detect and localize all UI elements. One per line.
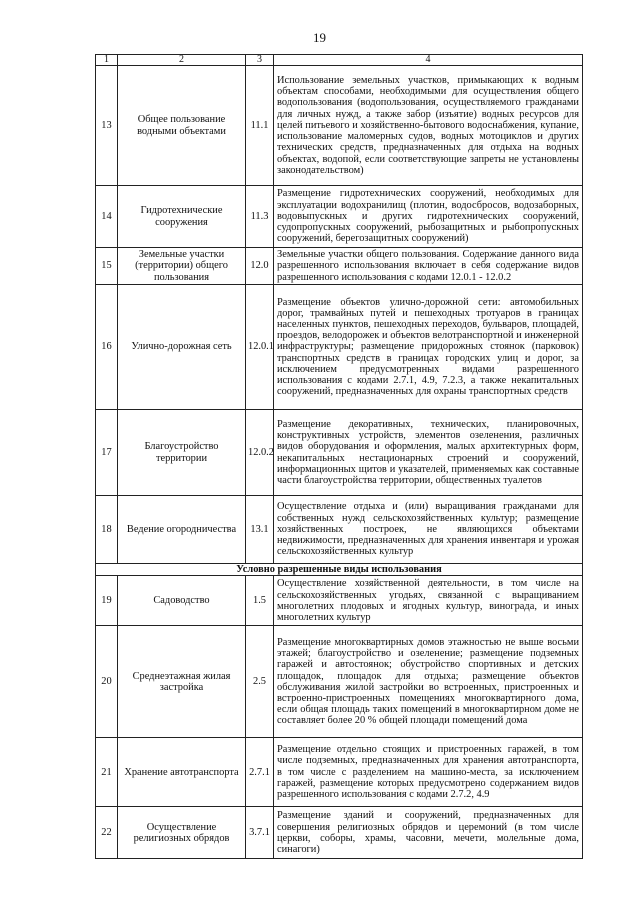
use-type-name: Осуществление религиозных обрядов: [118, 807, 246, 859]
use-type-code: 12.0.1: [246, 285, 274, 410]
use-type-name: Общее пользование водными объектами: [118, 66, 246, 186]
page-number: 19: [313, 30, 326, 45]
use-type-code: 2.7.1: [246, 738, 274, 807]
use-type-code: 2.5: [246, 626, 274, 738]
table-row: [96, 626, 583, 738]
table-row: [96, 576, 583, 626]
use-type-code: 13.1: [246, 496, 274, 564]
use-type-code: 3.7.1: [246, 807, 274, 859]
table-row: [96, 285, 583, 410]
table-row: [96, 738, 583, 807]
section-title: Условно разрешенные виды использования: [96, 564, 583, 576]
use-type-description: Размещение отдельно стоящих и пристроенных гаражей, в том числе подземных, предназначенных для хранения автотранспорта, в том числе с разделением на машино-места, за исключением гаражей, размещение которых предусмотрено содержанием видов разрешенного использования с кодами 2.7.2, 4.9: [274, 738, 583, 807]
row-number: 19: [96, 576, 118, 626]
use-type-description: Размещение зданий и сооружений, предназначенных для совершения религиозных обрядов и церемоний (в том числе церкви, соборы, храмы, часовни, мечети, молельные дома, синагоги): [274, 807, 583, 859]
header-cell: 2: [118, 55, 246, 66]
land-use-table: [95, 54, 583, 859]
table-row: [96, 248, 583, 285]
table-header-row: [96, 55, 583, 66]
use-type-code: 12.0.2: [246, 410, 274, 496]
use-type-name: Хранение автотранспорта: [118, 738, 246, 807]
use-type-description: Размещение многоквартирных домов этажностью не выше восьми этажей; благоустройство и озеленение; размещение подземных гаражей и автостоянок; обустройство спортивных и детских площадок, площадок для отдыха; размещение объектов обслуживания жилой застройки во встроенных, пристроенных и встроенно-пристроенных помещениях многоквартирного дома, если общая площадь таких помещений в многоквартирном доме не составляет более 20 % общей площади помещений дома: [274, 626, 583, 738]
table-row: [96, 186, 583, 248]
row-number: 20: [96, 626, 118, 738]
header-cell: 4: [274, 55, 583, 66]
use-type-name: Улично-дорожная сеть: [118, 285, 246, 410]
section-row: [96, 564, 583, 576]
use-type-name: Садоводство: [118, 576, 246, 626]
row-number: 13: [96, 66, 118, 186]
row-number: 15: [96, 248, 118, 285]
table-row: [96, 496, 583, 564]
row-number: 21: [96, 738, 118, 807]
use-type-description: Размещение гидротехнических сооружений, необходимых для эксплуатации водохранилищ (плотин, водосбросов, водозаборных, водовыпускных и других гидротехнических сооружений, судопропускных сооружений, рыбозащитных и рыбопропускных сооружений, берегозащитных сооружений): [274, 186, 583, 248]
use-type-description: Осуществление отдыха и (или) выращивания гражданами для собственных нужд сельскохозяйственных культур; размещение хозяйственных построек, не являющихся объектами недвижимости, предназначенных для хранения инвентаря и урожая сельскохозяйственных культур: [274, 496, 583, 564]
use-type-description: Размещение декоративных, технических, планировочных, конструктивных устройств, элементов озеленения, различных видов оборудования и оформления, малых архитектурных форм, некапитальных нестационарных строений и сооружений, информационных щитов и указателей, применяемых как составные части благоустройства территории, общественных туалетов: [274, 410, 583, 496]
header-cell: 1: [96, 55, 118, 66]
use-type-name: Среднеэтажная жилая застройка: [118, 626, 246, 738]
row-number: 17: [96, 410, 118, 496]
use-type-code: 11.3: [246, 186, 274, 248]
header-cell: 3: [246, 55, 274, 66]
use-type-description: Использование земельных участков, примыкающих к водным объектам способами, необходимыми для осуществления общего водопользования (водопользования, осуществляемого гражданами для личных нужд, а также забор (изъятие) водных ресурсов для целей питьевого и хозяйственно-бытового водоснабжения, купание, использование маломерных судов, водных мотоциклов и других технических средств, предназначенных для отдыха на водных объектах, водопой, если соответствующие запреты не установлены законодательством): [274, 66, 583, 186]
row-number: 22: [96, 807, 118, 859]
table-row: [96, 807, 583, 859]
use-type-description: Осуществление хозяйственной деятельности, в том числе на сельскохозяйственных угодьях, связанной с выращиванием многолетних плодовых и ягодных культур, винограда, и иных многолетних культур: [274, 576, 583, 626]
row-number: 14: [96, 186, 118, 248]
row-number: 18: [96, 496, 118, 564]
use-type-code: 11.1: [246, 66, 274, 186]
row-number: 16: [96, 285, 118, 410]
use-type-name: Гидротехнические сооружения: [118, 186, 246, 248]
use-type-description: Размещение объектов улично-дорожной сети: автомобильных дорог, трамвайных путей и пешеходных тротуаров в границах населенных пунктов, пешеходных переходов, бульваров, площадей, проездов, велодорожек и объектов велотранспортной и инженерной инфраструктуры; размещение придорожных стоянок (парковок) транспортных средств в границах городских улиц и дорог, за исключением предусмотренных видами разрешенного использования с кодами 2.7.1, 4.9, 7.2.3, а также некапитальных сооружений, предназначенных для охраны транспортных средств: [274, 285, 583, 410]
table-row: [96, 410, 583, 496]
use-type-name: Благоустройство территории: [118, 410, 246, 496]
use-type-description: Земельные участки общего пользования. Содержание данного вида разрешенного использования включает в себя содержание видов разрешенного использования с кодами 12.0.1 - 12.0.2: [274, 248, 583, 285]
use-type-name: Ведение огородничества: [118, 496, 246, 564]
use-type-code: 12.0: [246, 248, 274, 285]
use-type-name: Земельные участки (территории) общего пользования: [118, 248, 246, 285]
table-row: [96, 66, 583, 186]
use-type-code: 1.5: [246, 576, 274, 626]
